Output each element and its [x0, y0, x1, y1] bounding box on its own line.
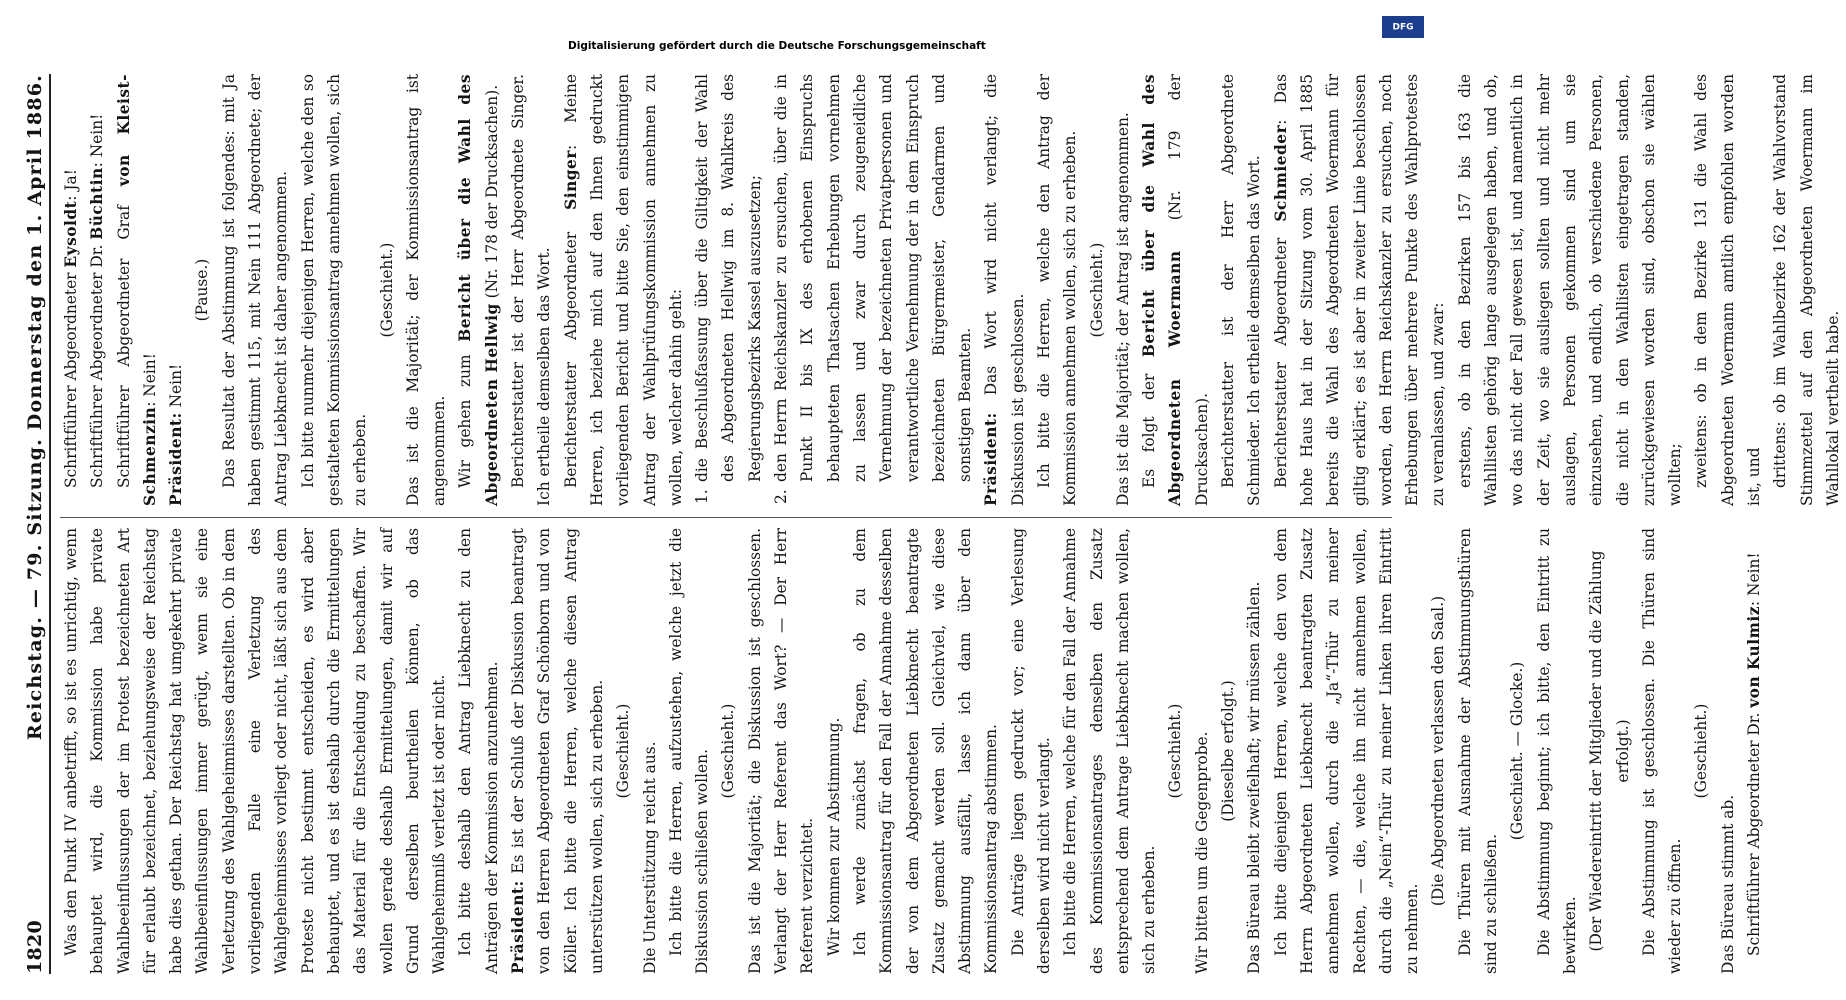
emphasis-text: Büchtin [88, 167, 107, 240]
dfg-logo-icon [1382, 16, 1424, 38]
paragraph [163, 74, 189, 506]
paragraph [847, 528, 1005, 974]
paragraph-text: drittens: ob im Wahlbezirke 162 der Wahlvorstand Stimmzettel auf den Abgeordneten Woermann im Wahllokal vertheilt habe. [1771, 74, 1842, 506]
paragraph [1767, 74, 1846, 506]
paragraph-text: Ich bitte die Herren, aufzustehen, welche jetzt die Diskussion schließen wollen. [666, 528, 712, 974]
paragraph [1084, 74, 1110, 506]
paragraph [374, 74, 400, 506]
paragraph [1189, 528, 1215, 974]
paragraph-tail: : Meine Herren, ich beziehe mich auf den Ihnen gedruckt vorliegenden Bericht und bitte Sie, den einstimmigen Antrag der Wahlprüfungskommission annehmen zu wollen, welcher dahin geht: [561, 74, 685, 506]
emphasis-text: Bericht über die Wahl des Abgeordneten Hellwig [456, 74, 501, 506]
paragraph [505, 528, 610, 974]
page-number: 1820 [24, 919, 46, 974]
emphasis-text: Singer [561, 150, 580, 210]
paragraph-text: Es folgt der [1140, 357, 1159, 488]
column-divider [60, 517, 1392, 518]
sidebar [8, 12, 1408, 60]
paragraph-text: zweitens: ob in dem Bezirke 131 die Wahl des Abgeordneten Woermann amtlich empfohlen worden ist, und [1692, 74, 1763, 506]
speaker-label: Präsident: [982, 412, 1001, 506]
paragraph [558, 74, 689, 506]
paragraph [1057, 528, 1162, 974]
emphasis-text: von Kleist-Schmenzin [114, 74, 159, 506]
paragraph [1268, 74, 1452, 506]
paragraph-text: Ich bitte deshalb den Antrag Liebknecht zu den Anträgen der Kommission anzunehmen. [456, 528, 501, 974]
paragraph-text: Die Abstimmung beginnt; ich bitte, den Eintritt zu bewirken. [1534, 528, 1579, 974]
paragraph [1162, 528, 1188, 974]
paragraph [58, 528, 452, 974]
paragraph-text: Die Unterstützung reicht aus. [640, 741, 659, 974]
paragraph [1031, 74, 1084, 506]
emphasis-text: Bericht über die Wahl des Abgeordneten Woermann [1140, 74, 1185, 506]
paragraph [1688, 528, 1714, 974]
paragraph-text: Die Abstimmung ist geschlossen. Die Thüren sind wieder zu öffnen. [1639, 528, 1685, 974]
paragraph-text: Ich bitte die Herren, welche den Antrag der Kommission annehmen wollen, sich zu erheben. [1034, 74, 1080, 506]
paragraph [1741, 528, 1767, 974]
paragraph-text: den Herrn Reichskanzler zu ersuchen, über die in Punkt II bis IX des erhobenen Einspruchs behaupteten Thatsachen Erhebungen vornehmen zu lassen und zwar durch zeugeneidliche Vernehmung der bezeichneten Privatpersonen und verantwortliche Vernehmung der in dem Einspruch bezeichneten Bürgermeister, Gendarmen und sonstigen Beamten. [772, 74, 975, 482]
paragraph [84, 74, 110, 506]
paragraph [1425, 528, 1451, 974]
emphasis-text: Eysoldt [62, 200, 80, 268]
paragraph [1005, 528, 1058, 974]
paragraph [1583, 528, 1636, 974]
paragraph-text: (Geschieht.) [719, 703, 738, 799]
paragraph-text: Nein! [167, 363, 186, 413]
paragraph-text: Ich bitte nunmehr diejenigen Herren, welche den so gestalteten Kommissionsantrag annehmen wollen, sich zu erheben. [298, 74, 370, 506]
paragraph-text: Ich bitte die Herren, welche für den Fall der Annahme des Kommissionsantrages denselben den Zusatz entsprechend dem Antrage Liebknecht machen wollen, sich zu erheben. [1061, 528, 1159, 974]
paragraph-text: Das ist die Majorität; die Diskussion ist geschlossen. Verlangt der Herr Referent das Wort? — Der Herr Referent verzichtet. [745, 528, 817, 974]
paragraph-text: erstens, ob in den Bezirken 157 bis 163 die Wahllisten gehörig lange ausgelegen haben, und ob, wo das nicht der Fall gewesen ist, und namentlich in der Zeit, wo sie ausliegen sollten und nicht mehr auslagen, Personen gekommen sind um sie einzusehen, und endlich, ob verschiedene Personen, die nicht in den Wahllisten eingetragen standen, zurückgewiesen worden sind, obschon sie wählen wollten; [1455, 74, 1685, 506]
paragraph [111, 74, 164, 506]
paragraph-tail: (Nr. 178 der Drucksachen). [482, 84, 501, 304]
paragraph-text: Was den Punkt IV anbetrifft, so ist es unrichtig, wenn behauptet wird, die Kommission habe private Wahlbeeinflussungen der im Protest bezeichneten Art für erlaubt bezeichnet, beziehungsweise der Reichstag habe dies gethan. Der Reichstag hat umgekehrt private Wahlbeeinflussungen immer gerügt, wenn sie eine Verletzung des Wahlgeheimnisses darstellten. Ob in dem vorliegenden Falle eine Verletzung des Wahlgeheimnisses vorliegt oder nicht, läßt sich aus dem Proteste nicht bestimmt entscheiden, es wird aber behauptet, und es ist deshalb durch die Ermittelungen das Material für die Entscheidung zu beschaffen. Wir wollen gerade deshalb Ermittelungen, damit wir auf Grund derselben beurtheilen können, ob das Wahlgeheimniß verletzt ist oder nicht. [62, 528, 449, 974]
page-title: Reichstag. — 79. Sitzung. Donnerstag den 1. April 1886. [24, 74, 46, 741]
paragraph-text: (Geschieht.) [1692, 703, 1711, 799]
paragraph-text: Das ist die Majorität; der Antrag ist angenommen. [1113, 112, 1132, 506]
paragraph [742, 528, 821, 974]
paragraph-text: Berichterstatter ist der Herr Abgeordnete Schmieder. Ich ertheile demselben das Wort. [1219, 74, 1264, 506]
paragraph [768, 74, 978, 506]
funding-note: Digitalisierung gefördert durch die Deutsche Forschungsgemeinschaft [568, 40, 986, 52]
paragraph-text: Wir bitten um die Gegenprobe. [1192, 731, 1211, 974]
paragraph [1136, 74, 1215, 506]
paragraph-tail: : Das hohe Haus hat in der Sitzung vom 30. April 1885 bereits die Wahl des Abgeordneten Woermann für giltig erklärt; es ist aber in zweiter Linie beschlossen worden, den Herrn Reichskanzler zu ersuchen, noch Erhebungen über mehrere Punkte des Wahlprotestes zu veranlassen, und zwar: [1271, 74, 1448, 506]
paragraph [1688, 74, 1767, 506]
paragraph [821, 528, 847, 974]
paragraph [1268, 528, 1426, 974]
paragraph-text: (Geschieht. — Glocke.) [1508, 661, 1527, 841]
speaker-label: Präsident: [509, 880, 528, 974]
paragraph [1110, 74, 1136, 506]
paragraph-text: Wir kommen zur Abstimmung. [824, 717, 843, 956]
paragraph-text: Das Büreau stimmt ab. [1718, 794, 1737, 974]
paragraph [1215, 74, 1268, 506]
paragraph-text: Berichterstatter Abgeordneter [1271, 221, 1290, 488]
paragraph-text: Die Anträge liegen gedruckt vor; eine Verlesung derselben wird nicht verlangt. [1008, 528, 1053, 974]
paragraph-text: Schriftführer Abgeordneter [62, 267, 80, 488]
paragraph-text: (Der Wiedereintritt der Mitglieder und die Zählung erfolgt.) [1587, 550, 1632, 952]
paragraph-text: (Geschieht.) [1087, 242, 1106, 338]
paragraph [400, 74, 453, 506]
paragraph-text: Ich bitte diejenigen Herren, welche den von dem Herrn Abgeordneten Liebknecht beantragten Zusatz annehmen wollen, durch die „Ja“-Thür zu meiner Rechten, — die, welche ihn nicht annehmen wollen, durch die „Nein“-Thür zu meiner Linken ihren Eintritt zu nehmen. [1271, 528, 1422, 974]
paragraph-text: Berichterstatter ist der Herr Abgeordnete Singer. Ich ertheile demselben das Wort. [509, 74, 554, 506]
paragraph [216, 74, 295, 506]
paragraph [610, 528, 636, 974]
page-header [20, 74, 46, 974]
paragraph-tail: (Nr. 179 der Drucksachen). [1166, 74, 1211, 506]
paragraph-tail: : Nein! [88, 113, 107, 168]
speaker-label: Präsident: [167, 412, 186, 506]
paragraph [1636, 528, 1689, 974]
paragraph [505, 74, 558, 506]
paragraph [1715, 528, 1741, 974]
paragraph-text: (Geschieht.) [1166, 703, 1185, 799]
paragraph [978, 74, 1031, 506]
paragraph-text: Das Wort wird nicht verlangt; die Diskussion ist geschlossen. [982, 74, 1027, 506]
paragraph-tail: : Nein! [1745, 552, 1763, 607]
paragraph-text: Berichterstatter Abgeordneter [561, 209, 580, 488]
paragraph [1215, 528, 1241, 974]
paragraph [637, 528, 663, 974]
paragraph [1452, 528, 1505, 974]
paragraph-text: Schriftführer Abgeordneter Graf [114, 186, 133, 488]
paragraph-tail: : Nein! [140, 353, 159, 407]
paragraph-text: Das Büreau bleibt zweifelhaft; wir müssen zählen. [1245, 581, 1264, 974]
header-rule [49, 74, 51, 974]
paragraph [663, 528, 716, 974]
paragraph [452, 74, 505, 506]
paragraph-text: die Beschlußfassung über die Giltigkeit der Wahl des Abgeordneten Hellwig im 8. Wahlkreis des Regierungsbezirks Kassel auszusetzen; [693, 74, 764, 482]
emphasis-text: Schmieder [1271, 124, 1290, 222]
paragraph [452, 528, 505, 974]
paragraph [189, 74, 215, 506]
list-number: 1. [693, 489, 712, 504]
dfg-logo-text: DFG [1392, 22, 1414, 33]
paragraph-text: Ich werde zunächst fragen, ob zu dem Kommissionsantrag für den Fall der Annahme desselben der von dem Abgeordneten Liebknecht beantragte Zusatz gemacht werden soll. Gleichviel, wie diese Abstimmung ausfällt, lasse ich dann über den Kommissionsantrag abstimmen. [850, 528, 1001, 974]
paragraph [1504, 528, 1530, 974]
paragraph-text: Schriftführer Abgeordneter Dr. [1745, 707, 1763, 956]
paragraph [58, 74, 84, 506]
paragraph-text: (Pause.) [193, 258, 212, 322]
left-column [58, 528, 1763, 974]
paragraph-text: Die Thüren mit Ausnahme der Abstimmungsthüren sind zu schließen. [1455, 528, 1501, 974]
paragraph-text: Es ist der Schluß der Diskussion beantragt von den Herren Abgeordneten Graf Schönborn und von Köller. Ich bitte die Herren, welche diesen Antrag unterstützen wollen, sich zu erheben. [509, 528, 606, 974]
paragraph-text: (Dieselbe erfolgt.) [1219, 680, 1238, 822]
paragraph-text: Das ist die Majorität; der Kommissionsantrag ist angenommen. [403, 74, 449, 506]
paragraph [295, 74, 374, 506]
paragraph [1531, 528, 1584, 974]
list-number: 2. [772, 489, 791, 504]
paragraph-text: (Die Abgeordneten verlassen den Saal.) [1429, 595, 1448, 907]
right-column [58, 74, 1842, 506]
paragraph [715, 528, 741, 974]
paragraph-text: (Geschieht.) [377, 242, 396, 338]
paragraph [1452, 74, 1689, 506]
paragraph [689, 74, 768, 506]
paragraph-text: Das Resultat der Abstimmung ist folgendes: mit Ja haben gestimmt 115, mit Nein 111 Abgeordnete; der Antrag Liebknecht ist daher angenommen. [219, 74, 291, 506]
paragraph [1241, 528, 1267, 974]
paragraph-tail: : Ja! [62, 169, 80, 201]
emphasis-text: von Kulmiz [1745, 606, 1763, 708]
paragraph-text: Schriftführer Abgeordneter Dr. [88, 239, 107, 488]
paragraph-text: (Geschieht.) [614, 703, 633, 799]
paragraph-text: Wir gehen zum [456, 341, 475, 488]
